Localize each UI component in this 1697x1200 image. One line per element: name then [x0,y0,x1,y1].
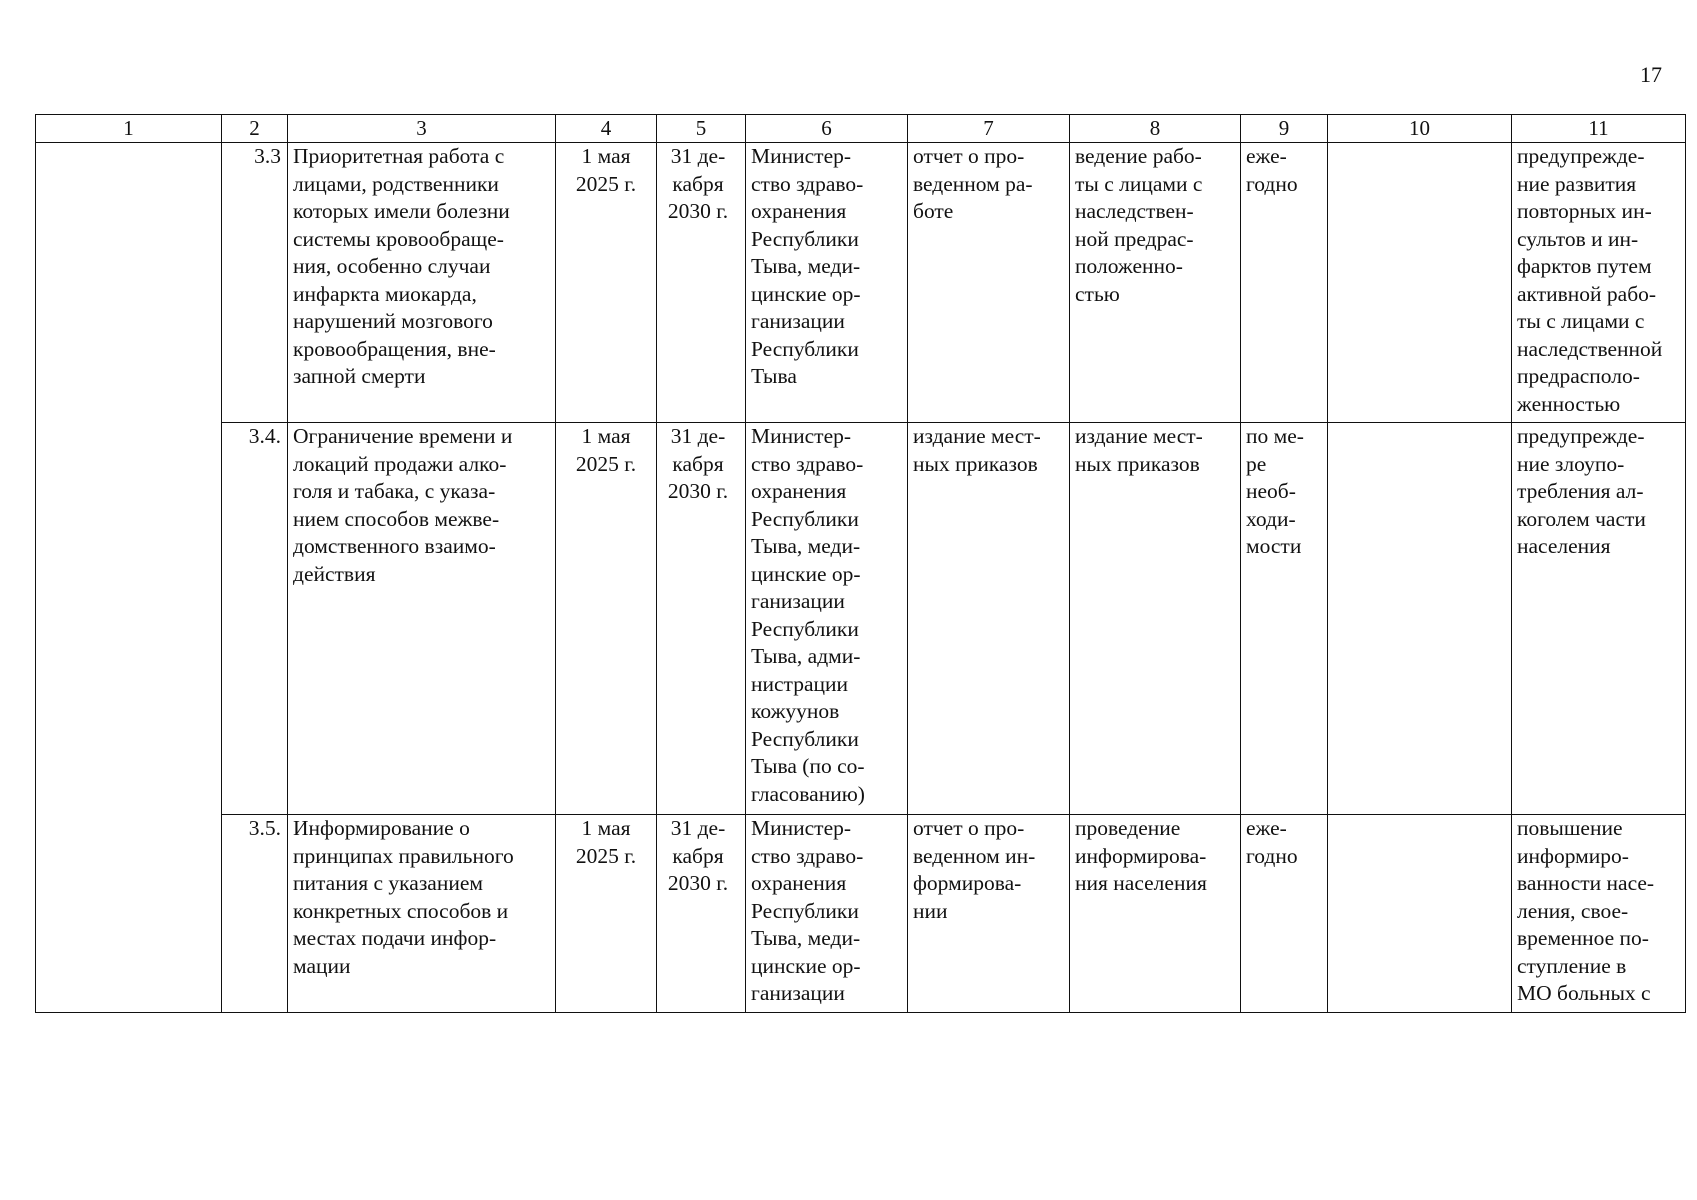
start-date-cell: 1 мая 2025 г. [556,143,657,423]
effect-cell: повышение информиро- ванности насе- ления, свое- временное по- ступление в МО больных с [1512,815,1686,1013]
column-header: 11 [1512,115,1686,143]
column-header: 4 [556,115,657,143]
executor-cell: Министер- ство здраво- охранения Республики Тыва, меди- цинские ор- ганизации Республики Тыва, адми- нистрации кожуунов Республики Тыва (по со- гласованию) [746,423,908,815]
table-row [36,423,1686,815]
table-row [36,815,1686,1013]
table-row [36,143,1686,423]
column-header: 5 [657,115,746,143]
result-document-cell: отчет о про- веденном ин- формирова- нии [908,815,1070,1013]
end-date-cell: 31 де- кабря 2030 г. [657,143,746,423]
col10-cell [1328,815,1512,1013]
activity-cell: Информирование о принципах правильного питания с указанием конкретных способов и местах подачи инфор- мации [288,815,556,1013]
effect-cell: предупрежде- ние развития повторных ин- сультов и ин- фарктов путем активной рабо- ты с лицами с наследственной предрасполо- женностью [1512,143,1686,423]
item-number: 3.3 [222,143,288,423]
column-header: 2 [222,115,288,143]
periodicity-cell: еже- годно [1241,815,1328,1013]
effect-cell: предупрежде- ние злоупо- требления ал- коголем части населения [1512,423,1686,815]
col10-cell [1328,143,1512,423]
item-number: 3.4. [222,423,288,815]
end-date-cell: 31 де- кабря 2030 г. [657,423,746,815]
col10-cell [1328,423,1512,815]
indicator-cell: ведение рабо- ты с лицами с наследствен- ной предрас- положенно- стью [1070,143,1241,423]
executor-cell: Министер- ство здраво- охранения Республики Тыва, меди- цинские ор- ганизации Республики Тыва [746,143,908,423]
indicator-cell: издание мест- ных приказов [1070,423,1241,815]
column-number-row [36,115,1686,143]
activities-table [35,114,1686,1013]
item-number: 3.5. [222,815,288,1013]
column-header: 9 [1241,115,1328,143]
periodicity-cell: еже- годно [1241,143,1328,423]
column-header: 7 [908,115,1070,143]
result-document-cell: отчет о про- веденном ра- боте [908,143,1070,423]
column-header: 1 [36,115,222,143]
page-number: 17 [1640,62,1662,87]
column-header: 3 [288,115,556,143]
indicator-cell: проведение информирова- ния населения [1070,815,1241,1013]
column-header: 8 [1070,115,1241,143]
end-date-cell: 31 де- кабря 2030 г. [657,815,746,1013]
result-document-cell: издание мест- ных приказов [908,423,1070,815]
column-header: 10 [1328,115,1512,143]
activity-cell: Приоритетная работа с лицами, родственники которых имели болезни системы кровообраще- ния, особенно случаи инфаркта миокарда, нарушений мозгового кровообращения, вне- запной смерти [288,143,556,423]
periodicity-cell: по ме- ре необ- ходи- мости [1241,423,1328,815]
start-date-cell: 1 мая 2025 г. [556,815,657,1013]
start-date-cell: 1 мая 2025 г. [556,423,657,815]
activity-cell: Ограничение времени и локаций продажи алко- голя и табака, с указа- нием способов межве- домственного взаимо- действия [288,423,556,815]
executor-cell: Министер- ство здраво- охранения Республики Тыва, меди- цинские ор- ганизации [746,815,908,1013]
empty-group-cell [36,143,222,1013]
column-header: 6 [746,115,908,143]
